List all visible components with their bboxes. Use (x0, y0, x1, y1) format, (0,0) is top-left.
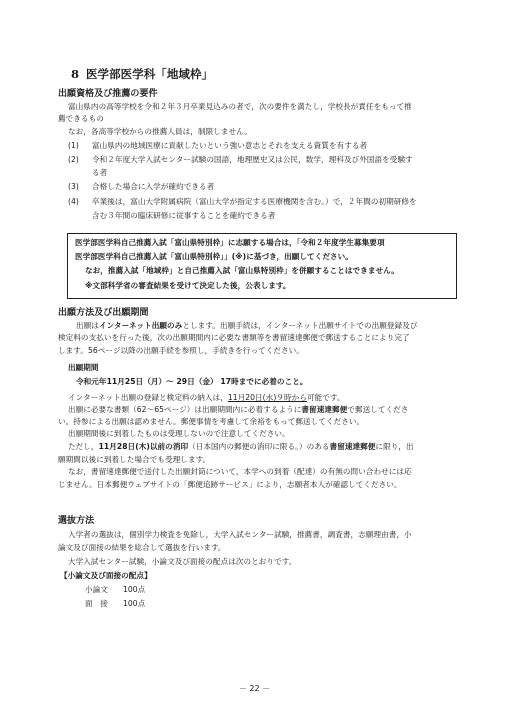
text-run: 可能です。 (306, 393, 345, 402)
text-run: で郵送してくださ (347, 405, 409, 414)
period-label: 出願期間 (68, 363, 99, 372)
application-paragraph-line: します。56ページ以降の出願手続を参照し，手続きを行ってください。 (58, 346, 304, 355)
notice-line: 医学部医学科自己推薦入試「富山県特別枠」に志願する場合は，「令和２年度学生募集要項 (75, 238, 385, 247)
notice-line: 医学部医学科自己推薦入試「富山県特別枠」」(※)に基づき，出願してください。 (75, 252, 353, 261)
emphasis-registered-mail: 書留速達郵便 (301, 405, 348, 414)
application-paragraph (76, 321, 417, 331)
text-run: ただし， (68, 442, 99, 451)
page-number: － 22 － (238, 684, 271, 693)
emphasis-online-only: インターネット出願のみ (98, 321, 183, 330)
application-paragraph-line: 出願期間後に到着したものは受理しないので注意してください。 (68, 429, 290, 438)
section-number: 8 (71, 67, 80, 81)
req-item-number: (2) (68, 155, 79, 164)
req-item-text: 富山県内の地域医療に貢献したいという強い意志とそれを支える資質を有する者 (92, 141, 368, 150)
application-paragraph-line: 願期間以後に到着した場合でも受理します。 (58, 455, 211, 464)
requirements-heading: 出願資格及び推薦の要件 (58, 89, 158, 99)
text-run: 出願は (76, 321, 99, 330)
text-run: インターネット出願の登録と検定料の納入は， (68, 393, 228, 402)
application-heading: 出願方法及び出願期間 (58, 308, 149, 318)
registration-start-date: 11月20日(水)９時から (227, 393, 307, 402)
text-run: 出願に必要な書類（62～65ページ）は出願期間内に必着するように (68, 405, 302, 414)
req-item-text: 卒業後は，富山大学附属病院（富山大学が指定する医療機関を含む。）で，２年間の初期研修を (92, 197, 417, 206)
emphasis-registered-mail: 書留速達郵便 (329, 442, 376, 451)
requirements-note: なお，各高等学校からの推薦人員は，制限しません。 (68, 127, 252, 136)
req-item-number: (4) (68, 197, 79, 206)
req-item-number: (1) (68, 141, 79, 150)
text-run: に限り，出 (375, 442, 414, 451)
application-paragraph-line: じません。日本郵便ウェブサイトの「郵便追跡サービス」により，志願者本人が確認してください。 (58, 480, 402, 489)
req-item-text-cont: 含む３年間の臨床研修に従事することを確約できる者 (92, 211, 276, 220)
application-paragraph (68, 405, 408, 415)
application-paragraph-line: い。持参による出願は認めません。郵便事情を考慮して余裕をもって郵送してください。 (58, 417, 365, 426)
selection-paragraph-line: 論文及び面接の結果を総合して選抜を行います。 (58, 543, 226, 552)
period-value: 令和元年11月25日（月）～ 29日（金） 17時までに必着のこと。 (76, 377, 308, 386)
req-item-text: 合格した場合に入学が確約できる者 (92, 182, 215, 191)
emphasis-postmark-date: 11月28日(木)以前の消印 (98, 442, 189, 451)
req-item-text: 令和２年度大学入試センター試験の国語，地理歴史又は公民，数学，理科及び外国語を受験す (92, 155, 413, 164)
req-item-text-cont: る者 (92, 168, 108, 177)
score-points: 100点 (123, 599, 146, 608)
notice-footnote: ※文部科学省の審査結果を受けて決定した後，公表します。 (85, 281, 291, 290)
selection-paragraph-line: 入学者の選抜は，個別学力検査を免除し，大学入試センター試験，推薦書，調査書，志願理由書，小 (68, 530, 412, 539)
selection-heading: 選抜方法 (58, 516, 95, 526)
score-heading: 【小論文及び面接の配点】 (60, 571, 152, 580)
score-name: 面 接 (85, 599, 108, 608)
notice-line: なお，推薦入試「地域枠」と自己推薦入試「富山県特別枠」を併願することはできません。 (85, 266, 399, 275)
text-run: （日本国内の郵便の消印に限る。）のある (188, 442, 330, 451)
application-paragraph (68, 442, 414, 452)
application-paragraph-line: 検定料の支払いを行った後，次の出願期間内に必要な書類等を書留速達郵便で郵送することにより完了 (58, 333, 410, 342)
application-paragraph-line: なお，書留速達郵便で送付した出願封筒について，本学への到着（配達）の有無の問い合わせには応 (68, 467, 412, 476)
requirements-intro-line1: 富山県内の高等学校を令和２年３月卒業見込みの者で，次の要件を満たし，学校長が責任をもって推 (68, 102, 412, 111)
req-item-number: (3) (68, 182, 79, 191)
selection-paragraph-line: 大学入試センター試験，小論文及び面接の配点は次のとおりです。 (68, 557, 297, 566)
text-run: とします。出願手続は，インターネット出願サイトでの出願登録及び (182, 321, 418, 330)
requirements-intro-line2: 薦できるもの (58, 114, 104, 123)
score-name: 小論文 (85, 585, 108, 594)
application-paragraph (68, 393, 345, 403)
score-points: 100点 (123, 585, 146, 594)
section-title: 医学部医学科「地域枠」 (86, 67, 214, 81)
